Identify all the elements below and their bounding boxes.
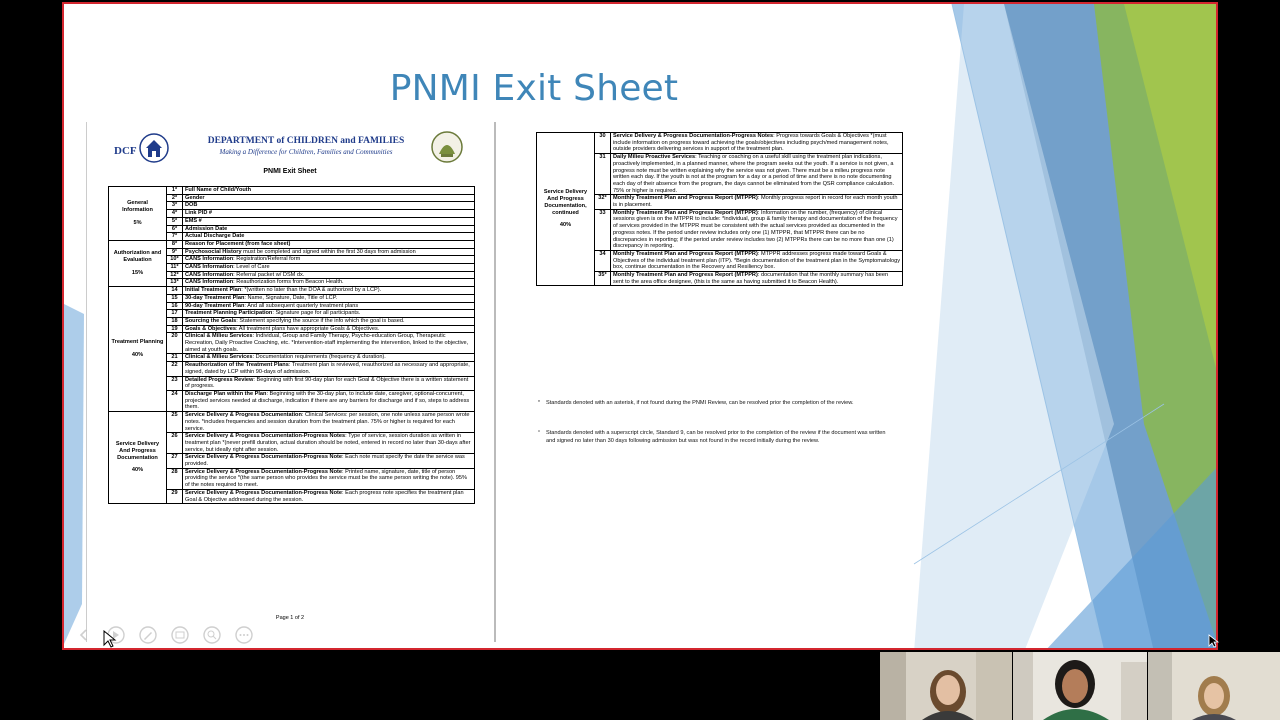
standard-title: Clinical & Milieu Services [185, 354, 253, 361]
standard-title: Service Delivery & Progress Documentation-Progress Note [185, 468, 342, 475]
standard-number: 2* [167, 194, 183, 202]
standard-number: 16 [167, 302, 183, 310]
standard-number: 28 [167, 468, 183, 489]
form-title: PNMI Exit Sheet [263, 168, 317, 175]
standard-description [183, 412, 475, 433]
table-row [109, 287, 475, 295]
category-weight: 15% [131, 269, 144, 276]
table-row [109, 240, 475, 248]
standard-title: Clinical & Milieu Services [185, 333, 253, 340]
table-row [109, 412, 475, 433]
standard-text: : Type of service, session duration as written in treatment plan *(never prefill duration, actual duration should be noted, entered in record no later than 30-days after service, but ideally right after session. [185, 433, 471, 453]
presentation-slide [62, 2, 1218, 650]
standard-number: 15 [167, 294, 183, 302]
standard-title: Service Delivery & Progress Documentation [185, 412, 302, 419]
standard-number: 10* [167, 256, 183, 264]
standard-description [611, 272, 903, 286]
category-weight: 5% [133, 219, 142, 226]
standard-text: : Clinical Services: per session, one note unless same person wrote notes. *includes frequencies and session duration from the treatment plan. 75% or higher is required for each service. [185, 412, 470, 432]
standard-description [183, 354, 475, 362]
standard-description [183, 233, 475, 241]
standard-number: 8* [167, 240, 183, 248]
standard-description [183, 194, 475, 202]
dcf-logo-icon [114, 132, 170, 166]
standard-number: 24 [167, 390, 183, 411]
standard-description [183, 468, 475, 489]
standard-description [183, 187, 475, 195]
slide-title: PNMI Exit Sheet [389, 68, 679, 109]
svg-text:DCF: DCF [114, 145, 137, 157]
standard-number: 32* [595, 195, 611, 209]
standard-description [183, 333, 475, 354]
standard-description [183, 240, 475, 248]
standard-title: CANS Information [185, 271, 234, 278]
standard-text: : Registration/Referral form [233, 256, 301, 263]
participant-1-video[interactable] [880, 652, 1012, 720]
standard-text: : Beginning with first 90-day plan for each Goal & Objective there is a written statement of progress. [185, 376, 469, 390]
exit-sheet-table-2 [536, 132, 903, 286]
standard-number: 30 [595, 133, 611, 154]
standard-title: 30-day Treatment Plan [185, 294, 245, 301]
category-weight: 40% [131, 352, 144, 359]
standard-text: : Reauthorization forms from Beacon Health. [233, 279, 344, 286]
standard-title: Sourcing the Goals [185, 317, 237, 324]
standard-number: 22 [167, 362, 183, 376]
standard-description [183, 256, 475, 264]
category-cell [109, 187, 167, 241]
standard-number: 33 [595, 209, 611, 250]
standard-title: EMS # [185, 217, 202, 224]
standard-text: : Name, Signature, Date, Title of LCP. [244, 294, 338, 301]
standard-title: Full Name of Child/Youth [185, 187, 252, 193]
standard-title: Monthly Treatment Plan and Progress Report (MTPPR) [613, 250, 758, 257]
standard-number: 18 [167, 317, 183, 325]
category-name: Service Delivery And Progress Documentation [115, 441, 160, 461]
standard-number: 3* [167, 202, 183, 210]
circle-note: ° Standards denoted with a superscript circle, Standard 9, can be resolved prior to the completion of the review if the document was written and signed no later than 30 days following admission but was not found in the record initially during the review. [538, 430, 886, 444]
standard-description [183, 287, 475, 295]
standard-title: Actual Discharge Date [185, 233, 245, 240]
standard-description [183, 248, 475, 256]
category-name: General Information [122, 200, 153, 214]
table-row [109, 187, 475, 195]
standard-description [183, 279, 475, 287]
standard-title: Service Delivery & Progress Documentation-Progress Note [185, 454, 342, 461]
standard-title: Initial Treatment Plan [185, 287, 242, 294]
participant-2-video[interactable] [1013, 652, 1147, 720]
standard-title: Reauthorization of the Treatment Plans [185, 362, 289, 369]
standard-number: 26 [167, 433, 183, 454]
prev-arrow-icon[interactable] [72, 623, 96, 647]
standard-text: : Individual, Group and Family Therapy, Psycho-education Group, Therapeutic Recreation, Daily Proactive Coaching, etc. *Intervention-staff implementing the intervention, linked to the objective, aimed at youth goals. [185, 333, 469, 353]
standard-description [183, 390, 475, 411]
standard-text: : Statement specifying the source if the info which the goal is based. [236, 317, 405, 324]
standard-description [611, 133, 903, 154]
category-name: Service Delivery And Progress Documentation, continued [543, 189, 588, 216]
category-cell [537, 133, 595, 286]
standard-text: : Level of Care [233, 264, 270, 271]
standard-description [183, 376, 475, 390]
department-name: DEPARTMENT of CHILDREN and FAMILIES [207, 136, 405, 146]
standard-text: : Each note must specify the date the service was provided. [185, 454, 465, 468]
category-weight: 40% [559, 222, 572, 229]
standard-title: Goals & Objectives [185, 325, 236, 332]
standard-text: : *(written no later than the DOA & authorized by a LCP). [241, 287, 382, 294]
standard-description [611, 209, 903, 250]
standard-text: : documentation that the monthly summary has been sent to the area office designee, (this is the same as having submitted it to Beacon Health). [613, 272, 889, 285]
standard-text: : Documentation requirements (frequency & duration). [252, 354, 386, 361]
standard-number: 5* [167, 217, 183, 225]
state-seal-icon [430, 130, 464, 164]
standard-number: 6* [167, 225, 183, 233]
standard-title: CANS Information [185, 264, 234, 271]
standard-text: : Monthly progress report in record for each month youth is in placement. [613, 195, 898, 209]
standard-number: 34 [595, 250, 611, 271]
standard-title: Monthly Treatment Plan and Progress Report (MTPPR) [613, 272, 758, 279]
standard-description [611, 195, 903, 209]
category-cell [109, 240, 167, 286]
standard-number: 23 [167, 376, 183, 390]
zoom-icon[interactable] [200, 623, 224, 647]
standard-text: : Printed name, signature, date, title of person providing the service *(the same person who provides the service must be the same person writing the note). 95% of the notes required to meet. [185, 468, 468, 489]
standard-title: CANS Information [185, 279, 234, 286]
standard-description [183, 202, 475, 210]
department-header [186, 136, 426, 156]
standard-description [183, 294, 475, 302]
standard-text: : Progress towards Goals & Objectives *(must include information on progress toward achieving the goals/objectives including psych/med management notes, outside providers delivering services in support of the treatment plan. [613, 133, 889, 153]
standard-title: Daily Milieu Proactive Services [613, 154, 696, 161]
standard-number: 27 [167, 454, 183, 468]
standard-description [611, 250, 903, 271]
more-options-icon[interactable] [232, 623, 256, 647]
standard-description [183, 454, 475, 468]
standard-number: 7* [167, 233, 183, 241]
pen-icon[interactable] [136, 623, 160, 647]
standard-text: : Information on the number, (frequency) of clinical sessions given is on the MTPPR to include: *individual, group & family therapy and documentation of the frequency of services provided in the MTPPR must be consistent with the actual services provided as documented in the progress notes. If the period under review includes only one (1) MTPPR, that MTPPR there can be no discrepancies in reporting; if the period under review includes two (2) MTPPRs there can be no more than one (1) discrepancy in reporting. [613, 209, 898, 250]
standard-title: DOB [185, 202, 198, 209]
standard-title: Treatment Planning Participation [185, 310, 273, 317]
standard-description [183, 325, 475, 333]
slide-toolbar [72, 622, 256, 648]
standard-title: Service Delivery & Progress Documentation-Progress Notes [613, 133, 774, 139]
standard-number: 21 [167, 354, 183, 362]
standard-number: 17 [167, 310, 183, 318]
standard-text: : Teaching or coaching on a useful skill using the treatment plan indications, proactively implemented, in a planned manner, where the program seeks out the youth. If a service is not given, a progress note must be written explaining why the service was not given. There must be a milieu progress note written each day. If the youth is not at the program for a day or a period of time and there is no note documenting each day of their absence from the program, the days cannot be eliminated from the QSR compliance calculation. 75% or higher is required. [613, 154, 895, 194]
standard-text: : Each progress note specifies the treatment plan Goal & Objective addressed during the session. [185, 489, 464, 503]
standard-description [183, 210, 475, 218]
standard-description [183, 225, 475, 233]
category-name: Treatment Planning [111, 339, 164, 346]
standard-number: 19 [167, 325, 183, 333]
exit-sheet-table-1 [108, 186, 475, 504]
standard-text: : And all subsequent quarterly treatment plans [244, 302, 359, 309]
standard-number: 1* [167, 187, 183, 195]
slides-icon[interactable] [168, 623, 192, 647]
table-row [537, 133, 903, 154]
standard-description [183, 310, 475, 318]
standard-title: Monthly Treatment Plan and Progress Report (MTPPR) [613, 195, 758, 202]
standard-text: : Beginning with the 30-day plan, to include date, caregiver, optional-concurrent, projected services needed at discharge, indication if there are any barriers for discharge and if so, steps to address them. [185, 390, 470, 411]
standard-description [183, 217, 475, 225]
standard-number: 11* [167, 264, 183, 272]
standard-description [183, 264, 475, 272]
standard-number: 4* [167, 210, 183, 218]
standard-title: CANS Information [185, 256, 234, 263]
standard-number: 14 [167, 287, 183, 295]
standard-text: : All treatment plans have appropriate Goals & Objectives. [236, 325, 380, 332]
standard-title: Monthly Treatment Plan and Progress Report (MTPPR) [613, 209, 758, 216]
exit-sheet-page-1 [86, 122, 494, 642]
standard-description [611, 154, 903, 195]
standard-number: 13* [167, 279, 183, 287]
standard-text: : Signature page for all participants. [272, 310, 361, 317]
asterisk-note: * Standards denoted with an asterisk, if not found during the PNMI Review, can be resolved prior the completion of the review. [538, 400, 854, 406]
standard-title: Service Delivery & Progress Documentation-Progress Note [185, 489, 342, 496]
standard-number: 9° [167, 248, 183, 256]
category-weight: 40% [131, 467, 144, 474]
standard-number: 29 [167, 489, 183, 503]
standard-text: : MTPPR addresses progress made toward Goals & Objectives of the individual treatment plan (ITP). *Begin documentation of the treatment plan in the Symptomatology box, continue documentation in the Recovery and Resiliency box. [613, 250, 900, 271]
standard-description [183, 271, 475, 279]
standard-title: Admission Date [185, 225, 228, 232]
standard-number: 12* [167, 271, 183, 279]
standard-title: Reason for Placement (from face sheet) [185, 240, 291, 247]
standard-description [183, 317, 475, 325]
standard-number: 20 [167, 333, 183, 354]
standard-number: 25 [167, 412, 183, 433]
category-cell [109, 412, 167, 504]
department-tagline: Making a Difference for Children, Families and Communities [219, 148, 393, 156]
standard-text: : Treatment plan is reviewed, reauthorized as necessary and appropriate, signed, dated by LCP within 90-days of admission. [185, 362, 470, 375]
standard-text: must be completed and signed within the first 30 days from admission [241, 248, 416, 255]
standard-description [183, 302, 475, 310]
standard-title: Detailed Progress Review [185, 376, 254, 383]
standard-number: 31 [595, 154, 611, 195]
mouse-cursor-icon [103, 630, 117, 648]
standard-title: Link PID # [185, 210, 213, 217]
participant-3-video[interactable] [1148, 652, 1280, 720]
exit-sheet-page-2 [498, 122, 898, 482]
standard-title: Psychosocial History [185, 248, 242, 255]
category-name: Authorization and Evaluation [113, 250, 162, 264]
standard-title: Discharge Plan within the Plan [185, 390, 267, 397]
standard-description [183, 433, 475, 454]
standard-title: Gender [185, 194, 205, 201]
page-number: Page 1 of 2 [275, 615, 305, 621]
standard-title: Service Delivery & Progress Documentation-Progress Notes [185, 433, 346, 440]
standard-number: 35* [595, 272, 611, 286]
resize-cursor-icon [1208, 634, 1220, 648]
standard-text: : Referral packet w/ DSM dx. [233, 271, 305, 278]
standard-description [183, 362, 475, 376]
category-cell [109, 287, 167, 412]
standard-title: 90-day Treatment Plan [185, 302, 245, 309]
standard-description [183, 489, 475, 503]
